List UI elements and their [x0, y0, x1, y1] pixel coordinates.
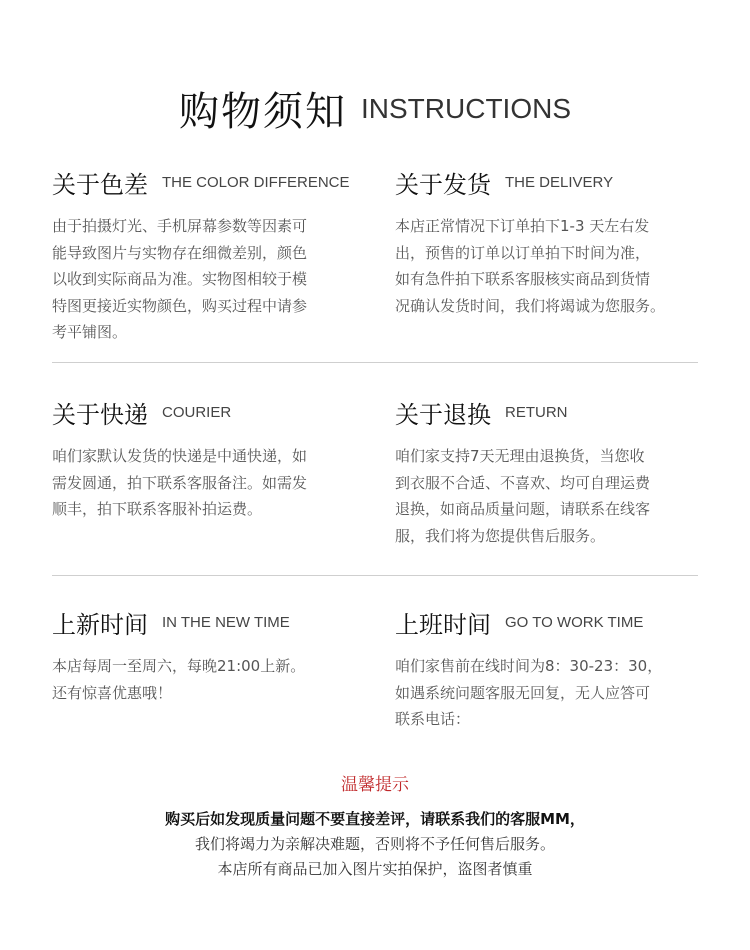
body-line: 况确认发货时间，我们将竭诚为您服务。	[395, 296, 666, 315]
body-line: 考平铺图。	[52, 323, 128, 341]
section-title-en: GO TO WORK TIME	[505, 614, 644, 631]
tips-title: 温馨提示	[341, 775, 409, 795]
body-line: 咱们家默认发货的快递是中通快递，如	[52, 447, 308, 465]
section-body	[395, 653, 705, 733]
divider	[52, 362, 698, 363]
section-title-cn: 关于发货	[395, 171, 491, 199]
section-color-difference	[52, 165, 362, 346]
section-title-cn: 关于快递	[52, 401, 148, 429]
body-line: 顺丰，拍下联系客服补拍运费。	[52, 500, 263, 518]
page-title-cn: 购物须知	[179, 89, 347, 135]
body-line: 能导致图片与实物存在细微差别，颜色	[52, 243, 308, 262]
tips-line: 本店所有商品已加入图片实拍保护，盗图者慎重	[217, 860, 533, 878]
body-line: 如有急件拍下联系客服核实商品到货情	[395, 270, 651, 288]
section-return	[395, 395, 705, 549]
section-body	[395, 443, 705, 549]
section-new-time	[52, 605, 362, 706]
body-line: 如遇系统问题客服无回复，无人应答可	[395, 683, 651, 702]
section-title-cn: 关于色差	[52, 171, 148, 199]
section-heading	[395, 395, 705, 431]
section-heading	[52, 395, 362, 431]
body-line: 咱们家售前在线时间为8：30-23：30，	[395, 657, 663, 675]
body-line: 本店每周一至周六，每晚21:00上新。	[52, 657, 306, 675]
body-line: 由于拍摄灯光、手机屏幕参数等因素可	[52, 217, 308, 235]
section-work-time	[395, 605, 705, 733]
section-title-en: IN THE NEW TIME	[162, 614, 290, 631]
section-courier	[52, 395, 362, 523]
section-body	[52, 443, 362, 523]
tips-line: 我们将竭力为亲解决难题，否则将不予任何售后服务。	[194, 835, 555, 853]
section-heading	[52, 605, 362, 641]
body-line: 咱们家支持7天无理由退换货，当您收	[395, 447, 645, 465]
section-title-cn: 上新时间	[52, 611, 148, 639]
section-title-en: THE DELIVERY	[505, 174, 614, 191]
section-title-en: RETURN	[505, 404, 568, 421]
body-line: 到衣服不合适、不喜欢、均可自理运费	[395, 473, 651, 492]
body-line: 出，预售的订单以订单拍下时间为准，	[395, 243, 651, 262]
body-line: 需发圆通，拍下联系客服备注。如需发	[52, 473, 308, 492]
section-heading	[52, 165, 362, 201]
section-body	[395, 213, 705, 319]
section-title-en: COURIER	[162, 404, 232, 421]
body-line: 服，我们将为您提供售后服务。	[395, 526, 606, 545]
body-line: 还有惊喜优惠哦！	[52, 683, 173, 702]
page-title	[0, 80, 750, 137]
section-body	[52, 653, 362, 706]
section-delivery	[395, 165, 705, 319]
body-line: 退换，如商品质量问题，请联系在线客	[395, 500, 651, 518]
page-title-en: INSTRUCTIONS	[361, 92, 571, 124]
body-line: 特图更接近实物颜色，购买过程中请参	[52, 296, 308, 315]
section-title-en: THE COLOR DIFFERENCE	[162, 174, 350, 191]
body-line: 联系电话：	[395, 710, 471, 728]
divider	[52, 575, 698, 576]
section-body	[52, 213, 362, 346]
section-title-cn: 关于退换	[395, 401, 491, 429]
body-line: 以收到实际商品为准。实物图相较于模	[52, 270, 308, 288]
body-line: 本店正常情况下订单拍下1-3 天左右发	[395, 217, 650, 235]
section-title-cn: 上班时间	[395, 611, 491, 639]
tips-line: 购买后如发现质量问题不要直接差评，请联系我们的客服MM，	[165, 810, 585, 828]
section-heading	[395, 605, 705, 641]
section-heading	[395, 165, 705, 201]
